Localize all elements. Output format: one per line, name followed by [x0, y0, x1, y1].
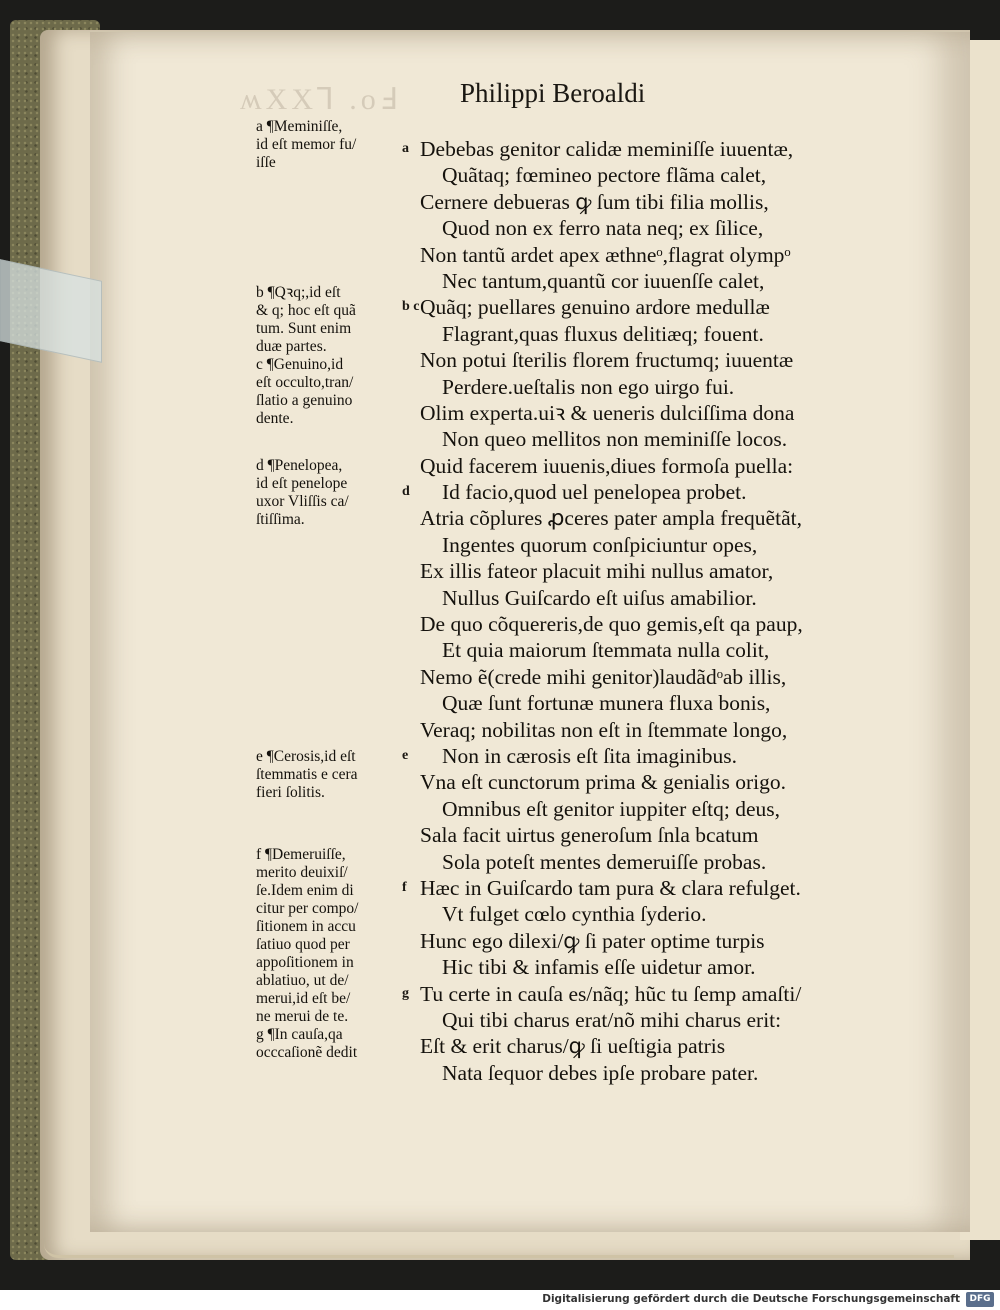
poem-line [420, 453, 890, 479]
gloss-e [256, 748, 406, 802]
gloss-marker: f [402, 879, 407, 895]
gloss-line: ſatiuo quod per [256, 936, 350, 953]
poem-line-text: Nemo ẽ(crede mihi genitor)laudãdᵒab illis, [420, 664, 787, 689]
gloss-line: ablatiuo, ut de/ [256, 972, 349, 989]
poem-line-text: Et quia maiorum ſtemmata nulla colit, [442, 638, 770, 663]
poem-line-text: De quo cõquereris,de quo gemis,eſt qa paup, [420, 612, 803, 637]
poem-line-text: Non tantũ ardet apex æthneᵒ,flagrat olympᵒ [420, 242, 791, 267]
poem-line-text: Nec tantum,quantũ cor iuuenſſe calet, [442, 268, 765, 293]
poem-line [402, 981, 890, 1007]
poem-line-text: Quid facerem iuuenis,diues formoſa puella: [420, 453, 794, 478]
poem-line [420, 189, 890, 215]
poem-line-text: Veraq; nobilitas non eſt in ſtemmate longo, [420, 717, 788, 742]
poem-line-text: Sola poteſt mentes demeruiſſe probas. [442, 849, 767, 874]
gloss-line: fieri ſolitis. [256, 784, 325, 801]
bleedthrough-heading: ʍXXꓶ .oℲ [240, 83, 401, 116]
gloss-line: ne merui de te. [256, 1008, 349, 1025]
poem-line-text: Id facio,quod uel penelopea probet. [442, 480, 747, 505]
poem-line-text: Omnibus eſt genitor iuppiter eſtq; deus, [442, 796, 780, 821]
poem-line [420, 822, 890, 848]
gloss-line: id eſt memor fu/ [256, 136, 357, 153]
gloss-line: ſtemmatis e cera [256, 766, 358, 783]
gloss-line: ſlatio a genuino [256, 392, 353, 409]
poem-line [420, 849, 890, 875]
poem-line [420, 242, 890, 268]
gloss-f-g [256, 846, 406, 1062]
poem-text [402, 136, 890, 1086]
gloss-d [256, 457, 406, 529]
poem-line-text: Ex illis fateor placuit mihi nullus amator, [420, 559, 774, 584]
poem-line [420, 400, 890, 426]
poem-line [420, 426, 890, 452]
poem-line [420, 664, 890, 690]
gloss-line: merui,id eſt be/ [256, 990, 351, 1007]
poem-line-text: Vna eſt cunctorum prima & genialis origo. [420, 770, 787, 795]
poem-line [420, 928, 890, 954]
poem-line [402, 136, 890, 162]
gloss-line: uxor Vliſſis ca/ [256, 493, 349, 510]
poem-line-text: Non in cærosis eſt ſita imaginibus. [442, 743, 738, 768]
poem-line-text: Non queo mellitos non meminiſſe locos. [442, 427, 788, 452]
gloss-marker: g [402, 985, 409, 1001]
gloss-line: eſt occulto,tran/ [256, 374, 354, 391]
poem-line [420, 717, 890, 743]
poem-line [402, 875, 890, 901]
poem-line-text: Perdere.ueſtalis non ego uirgo fui. [442, 374, 735, 399]
poem-line-text: Tu certe in cauſa es/nãq; hũc tu ſemp amaſti/ [420, 981, 802, 1006]
gloss-line: duæ partes. [256, 338, 327, 355]
poem-line [402, 479, 890, 505]
poem-line-text: Nullus Guiſcardo eſt uiſus amabilior. [442, 585, 757, 610]
gloss-line: merito deuixiſ/ [256, 864, 348, 881]
footer-bar [0, 1290, 1000, 1310]
gloss-a [256, 118, 406, 172]
gloss-b-c [256, 284, 406, 428]
poem-line-text: Non potui ſterilis florem fructumq; iuuentæ [420, 348, 794, 373]
gloss-line: ſtiſſima. [256, 511, 305, 528]
poem-line-text: Flagrant,quas fluxus delitiæq; fouent. [442, 321, 764, 346]
gloss-line: id eſt penelope [256, 475, 348, 492]
poem-line-text: Olim experta.uiꝛ & ueneris dulciſſima dona [420, 400, 795, 425]
gloss-line: d ¶Penelopea, [256, 457, 343, 474]
gloss-line: a ¶Meminiſſe, [256, 118, 343, 135]
poem-line-text: Ingentes quorum conſpiciuntur opes, [442, 532, 758, 557]
gloss-line: iſſe [256, 154, 276, 171]
gloss-line: g ¶In cauſa,qa [256, 1026, 343, 1043]
gloss-line: citur per compo/ [256, 900, 359, 917]
poem-line-text: Nata ſequor debes ipſe probare pater. [442, 1060, 759, 1085]
gloss-line: & q; hoc eſt quã [256, 302, 356, 319]
poem-line [420, 901, 890, 927]
poem-line [420, 558, 890, 584]
poem-line [402, 294, 890, 320]
gloss-line: ſe.Idem enim di [256, 882, 354, 899]
poem-line-text: Quãq; puellares genuino ardore medullæ [420, 295, 770, 320]
gloss-line: ſitionem in accu [256, 918, 356, 935]
poem-line-text: Sala facit uirtus generoſum ſnla bcatum [420, 823, 759, 848]
gloss-marker: d [402, 484, 410, 500]
gloss-line: e ¶Cerosis,id eſt [256, 748, 356, 765]
poem-line [420, 769, 890, 795]
gloss-marker: b c [402, 299, 420, 315]
poem-line [420, 215, 890, 241]
poem-line [420, 637, 890, 663]
poem-line [420, 796, 890, 822]
poem-line [420, 1007, 890, 1033]
gloss-marker: e [402, 747, 409, 763]
gloss-line: dente. [256, 410, 294, 427]
gloss-line: f ¶Demeruiſſe, [256, 846, 346, 863]
poem-line-text: Atria cõplures ꝓceres pater ampla frequẽtãt, [420, 506, 802, 531]
poem-line [420, 374, 890, 400]
poem-line [420, 268, 890, 294]
poem-line [420, 1033, 890, 1059]
gloss-line: c ¶Genuino,id [256, 356, 344, 373]
gloss-line: b ¶Qꝛq;,id eſt [256, 284, 341, 301]
poem-line [420, 347, 890, 373]
running-head: Philippi Beroaldi [460, 78, 646, 108]
poem-line-text: Qui tibi charus erat/nõ mihi charus erit: [442, 1007, 782, 1032]
poem-line [420, 321, 890, 347]
poem-line [420, 611, 890, 637]
dfg-logo: DFG [966, 1292, 994, 1307]
poem-line [420, 1060, 890, 1086]
gloss-line: appoſitionem in [256, 954, 354, 971]
poem-line-text: Quãtaq; fœmineo pectore flãma calet, [442, 163, 767, 188]
poem-line-text: Cernere debueras ꝙ ſum tibi filia mollis, [420, 189, 769, 214]
poem-line [420, 585, 890, 611]
gloss-line: tum. Sunt enim [256, 320, 352, 337]
poem-line-text: Hunc ego dilexi/ꝙ ſi pater optime turpis [420, 928, 765, 953]
poem-line-text: Debebas genitor calidæ meminiſſe iuuentæ, [420, 137, 794, 161]
poem-line-text: Hæc in Guiſcardo tam pura & clara refulget. [420, 875, 801, 900]
poem-line [420, 954, 890, 980]
poem-line [420, 690, 890, 716]
poem-line [402, 743, 890, 769]
poem-line-text: Vt fulget cœlo cynthia ſyderio. [442, 902, 707, 927]
gloss-marker: a [402, 141, 409, 156]
poem-line [420, 505, 890, 531]
poem-line-text: Eſt & erit charus/ꝙ ſi ueſtigia patris [420, 1034, 726, 1059]
poem-line [420, 162, 890, 188]
poem-line-text: Hic tibi & infamis eſſe uidetur amor. [442, 955, 756, 980]
poem-line-text: Quæ ſunt fortunæ munera fluxa bonis, [442, 691, 771, 716]
gloss-line: occcaſionẽ dedit [256, 1044, 358, 1061]
poem-line-text: Quod non ex ferro nata neq; ex ſilice, [442, 216, 764, 241]
footer-credit: Digitalisierung gefördert durch die Deutsche Forschungsgemeinschaft [542, 1293, 960, 1305]
poem-line [420, 532, 890, 558]
